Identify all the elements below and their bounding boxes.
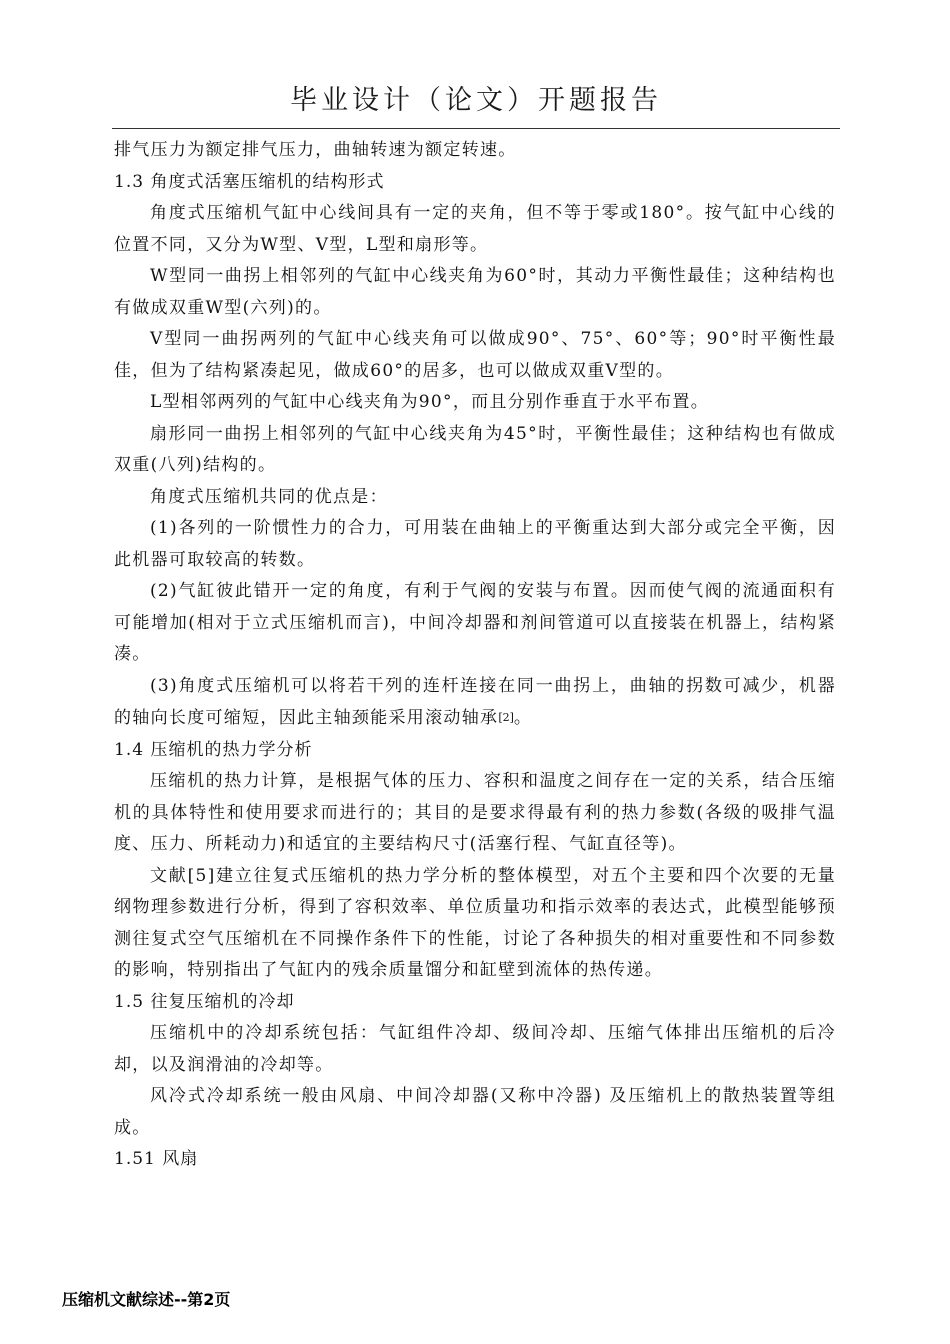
advantage-3-text: (3)角度式压缩机可以将若干列的连杆连接在同一曲拐上，曲轴的拐数可减少，机器的轴向长度可缩短，因此主轴颈能采用滚动轴承	[114, 675, 836, 728]
header-divider	[112, 128, 840, 129]
paragraph-continuation: 排气压力为额定排气压力，曲轴转速为额定转速。	[114, 140, 517, 160]
paragraph-thermal-calc: 压缩机的热力计算，是根据气体的压力、容积和温度之间存在一定的关系，结合压缩机的具体特性和使用要求而进行的；其目的是要求得最有利的热力参数(各级的吸排气温度、压力、所耗动力)和适宜的主要结构尺寸(活塞行程、气缸直径等)。	[114, 771, 836, 854]
section-heading-1-5: 1.5 往复压缩机的冷却	[114, 991, 295, 1012]
paragraph-cooling-system: 压缩机中的冷却系统包括：气缸组件冷却、级间冷却、压缩气体排出压缩机的后冷却，以及润滑油的冷却等。	[114, 1023, 836, 1075]
paragraph-advantages-intro: 角度式压缩机共同的优点是：	[150, 486, 388, 507]
citation-marker: [2]	[498, 711, 514, 724]
paragraph-literature-5: 文献[5]建立往复式压缩机的热力学分析的整体模型，对五个主要和四个次要的无量纲物理参数进行分析，得到了容积效率、单位质量功和指示效率的表达式，此模型能够预测往复式空气压缩机在不同操作条件下的性能，讨论了各种损失的相对重要性和不同参数的影响，特别指出了气缸内的残余质量馏分和缸壁到流体的热传递。	[114, 865, 836, 980]
document-body	[114, 135, 836, 1176]
paragraph-air-cooling: 风冷式冷却系统一般由风扇、中间冷却器(又称中冷器) 及压缩机上的散热装置等组成。	[114, 1086, 836, 1138]
paragraph-angle-compressor-intro: 角度式压缩机气缸中心线间具有一定的夹角，但不等于零或180°。按气缸中心线的位置不同，又分为W型、V型，L型和扇形等。	[114, 203, 836, 255]
paragraph-advantage-1: (1)各列的一阶惯性力的合力，可用装在曲轴上的平衡重达到大部分或完全平衡，因此机器可取较高的转数。	[114, 518, 836, 570]
paragraph-w-type: W型同一曲拐上相邻列的气缸中心线夹角为60°时，其动力平衡性最佳；这种结构也有做成双重W型(六列)的。	[114, 266, 836, 318]
page-footer: 压缩机文献综述--第2页	[62, 1290, 231, 1309]
paragraph-advantage-3	[114, 671, 836, 735]
page-header-title: 毕业设计（论文）开题报告	[290, 85, 662, 116]
paragraph-advantage-2: (2)气缸彼此错开一定的角度，有利于气阀的安装与布置。因而使气阀的流通面积有可能增加(相对于立式压缩机而言)，中间冷却器和剂间管道可以直接装在机器上，结构紧凑。	[114, 581, 836, 664]
section-heading-1-4: 1.4 压缩机的热力学分析	[114, 739, 313, 760]
advantage-3-end: 。	[513, 708, 533, 728]
paragraph-fan-type: 扇形同一曲拐上相邻列的气缸中心线夹角为45°时，平衡性最佳；这种结构也有做成双重(八列)结构的。	[114, 423, 836, 475]
paragraph-l-type: L型相邻两列的气缸中心线夹角为90°，而且分别作垂直于水平布置。	[150, 392, 710, 412]
section-heading-1-3: 1.3 角度式活塞压缩机的结构形式	[114, 171, 385, 192]
paragraph-v-type: V型同一曲拐两列的气缸中心线夹角可以做成90°、75°、60°等；90°时平衡性最佳，但为了结构紧凑起见，做成60°的居多，也可以做成双重V型的。	[114, 329, 836, 381]
section-heading-1-51: 1.51 风扇	[114, 1149, 199, 1169]
